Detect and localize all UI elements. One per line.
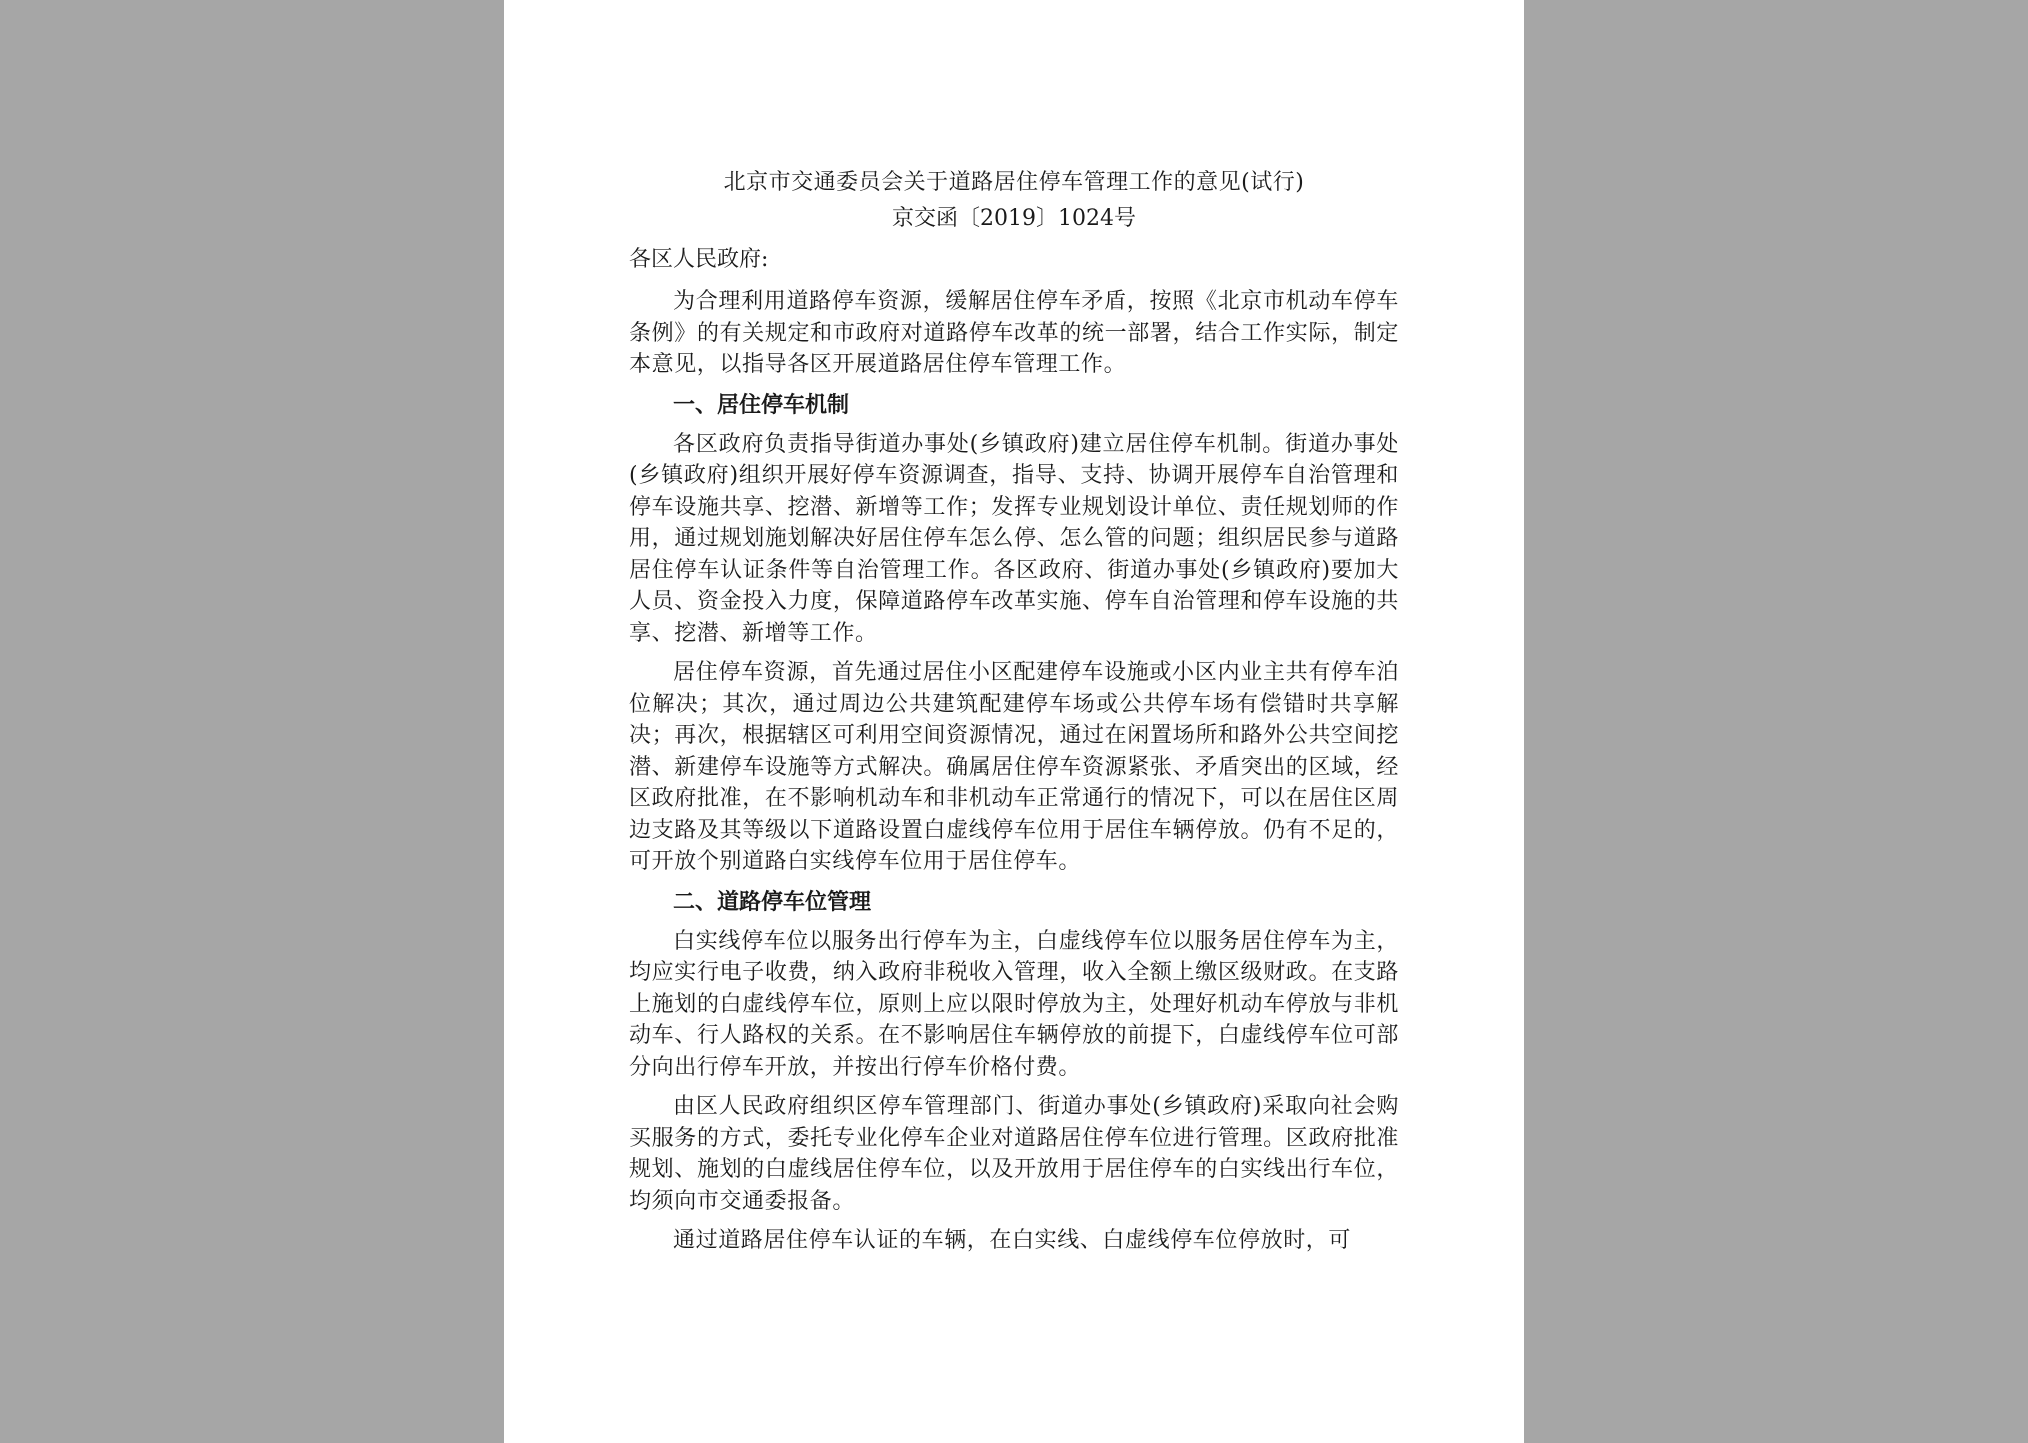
section2-paragraph-3: 通过道路居住停车认证的车辆，在白实线、白虚线停车位停放时，可: [673, 1228, 1352, 1253]
section2-paragraph-1: 白实线停车位以服务出行停车为主，白虚线停车位以服务居住停车为主，均应实行电子收费，纳入政府非税收入管理，收入全额上缴区级财政。在支路上施划的白虚线停车位，原则上应以限时停放为主，处理好机动车停放与非机动车、行人路权的关系。在不影响居住车辆停放的前提下，白虚线停车位可部分向出行停车开放，并按出行停车价格付费。: [629, 928, 1399, 1080]
intro-paragraph: 为合理利用道路停车资源，缓解居住停车矛盾，按照《北京市机动车停车条例》的有关规定和市政府对道路停车改革的统一部署，结合工作实际，制定本意见，以指导各区开展道路居住停车管理工作。: [629, 289, 1399, 377]
document-title: 北京市交通委员会关于道路居住停车管理工作的意见(试行): [723, 170, 1305, 195]
document-page: [504, 0, 1524, 1443]
section2-paragraph-2: 由区人民政府组织区停车管理部门、街道办事处(乡镇政府)采取向社会购买服务的方式，委托专业化停车企业对道路居住停车位进行管理。区政府批准规划、施划的白虚线居住停车位，以及开放用于居住停车的白实线出行车位，均须向市交通委报备。: [629, 1094, 1399, 1214]
section-heading-2: 二、道路停车位管理: [673, 888, 872, 915]
salutation: 各区人民政府:: [629, 247, 769, 272]
section1-paragraph-2: 居住停车资源，首先通过居住小区配建停车设施或小区内业主共有停车泊位解决；其次，通过周边公共建筑配建停车场或公共停车场有偿错时共享解决；再次，根据辖区可利用空间资源情况，通过在闲置场所和路外公共空间挖潜、新建停车设施等方式解决。确属居住停车资源紧张、矛盾突出的区域，经区政府批准，在不影响机动车和非机动车正常通行的情况下，可以在居住区周边支路及其等级以下道路设置白虚线停车位用于居住车辆停放。仍有不足的，可开放个别道路白实线停车位用于居住停车。: [629, 660, 1399, 874]
section1-paragraph-1: 各区政府负责指导街道办事处(乡镇政府)建立居住停车机制。街道办事处(乡镇政府)组织开展好停车资源调查，指导、支持、协调开展停车自治管理和停车设施共享、挖潜、新增等工作；发挥专业规划设计单位、责任规划师的作用，通过规划施划解决好居住停车怎么停、怎么管的问题；组织居民参与道路居住停车认证条件等自治管理工作。各区政府、街道办事处(乡镇政府)要加大人员、资金投入力度，保障道路停车改革实施、停车自治管理和停车设施的共享、挖潜、新增等工作。: [629, 431, 1399, 646]
page-content: [629, 168, 1399, 1265]
document-number: 京交函〔2019〕1024号: [892, 206, 1136, 231]
section-heading-1: 一、居住停车机制: [673, 391, 850, 418]
